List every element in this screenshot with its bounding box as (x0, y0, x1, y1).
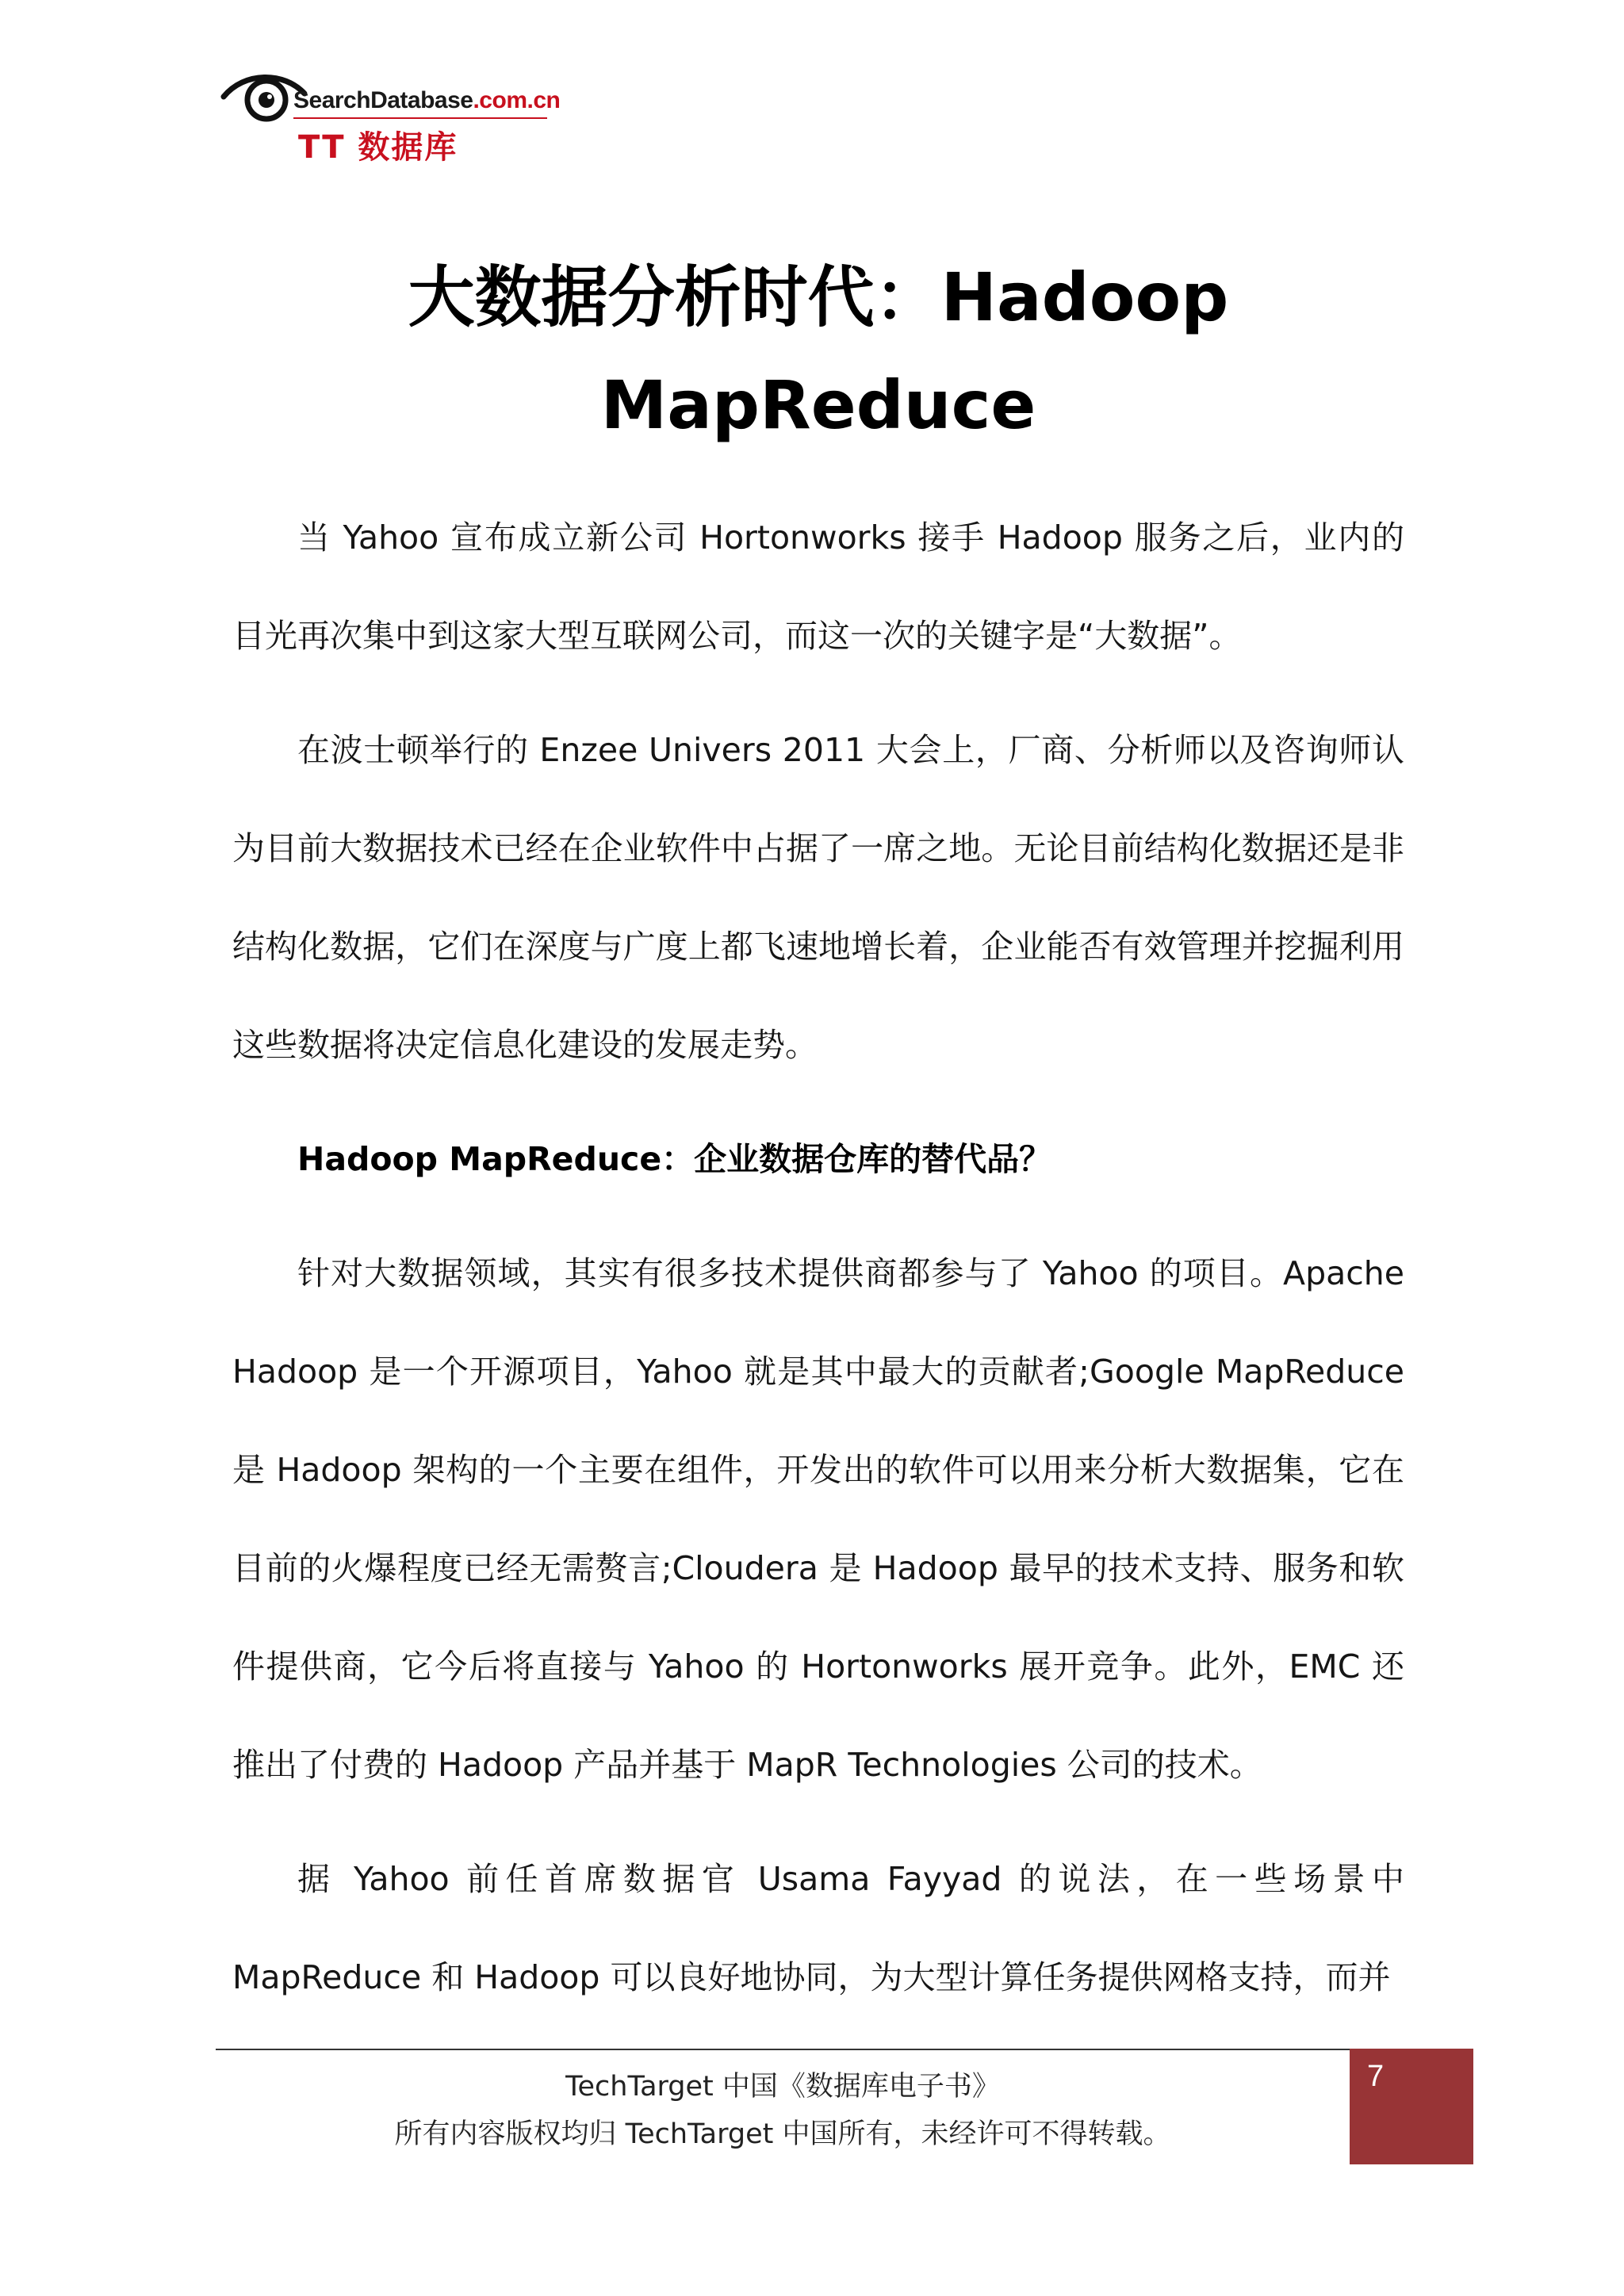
footer-divider (216, 2049, 1350, 2050)
footer-copyright: 所有内容版权均归 TechTarget 中国所有，未经许可不得转载。 (394, 2118, 1171, 2150)
article-title-line-1: 大数据分析时代：Hadoop (408, 258, 1229, 336)
site-logo (220, 65, 561, 168)
paragraph: 当 Yahoo 宣布成立新公司 Hortonworks 接手 Hadoop 服务之后，业内的目光再次集中到这家大型互联网公司，而这一次的关键字是“大数据”。 (232, 519, 1404, 655)
paragraph: 据 Yahoo 前任首席数据官 Usama Fayyad 的说法，在一些场景中 MapReduce 和 Hadoop 可以良好地协同，为大型计算任务提供网格支持，而并 (232, 1860, 1404, 1996)
paragraph: 在波士顿举行的 Enzee Univers 2011 大会上，厂商、分析师以及咨询师认为目前大数据技术已经在企业软件中占据了一席之地。无论目前结构化数据还是非结构化数据，它们在深度与广度上都飞速地增长着，企业能否有效管理并挖掘利用这些数据将决定信息化建设的发展走势。 (232, 731, 1404, 1064)
article-body (232, 488, 1404, 2026)
page-number-box (1350, 2049, 1473, 2164)
logo-site-name: SearchDatabase.com.cn (293, 87, 561, 113)
page-number: 7 (1367, 2060, 1385, 2093)
logo-underline (293, 117, 547, 119)
section-heading: Hadoop MapReduce：企业数据仓库的替代品？ (297, 1140, 1052, 1178)
logo-brand-cn: TT 数据库 (298, 129, 458, 166)
footer-publication: TechTarget 中国《数据库电子书》 (565, 2071, 1000, 2103)
paragraph: 针对大数据领域，其实有很多技术提供商都参与了 Yahoo 的项目。Apache Hadoop 是一个开源项目，Yahoo 就是其中最大的贡献者;Google MapReduce 是 Hadoop 架构的一个主要在组件，开发出的软件可以用来分析大数据集，它在目前的火爆程度已经无需赘言;Cloudera 是 Hadoop 最早的技术支持、服务和软件提供商，它今后将直接与 Yahoo 的 Hortonworks 展开竞争。此外，EMC 还推出了付费的 Hadoop 产品并基于 MapR Technologies 公司的技术。 (232, 1254, 1404, 1784)
article-title-line-2: MapReduce (600, 366, 1036, 444)
